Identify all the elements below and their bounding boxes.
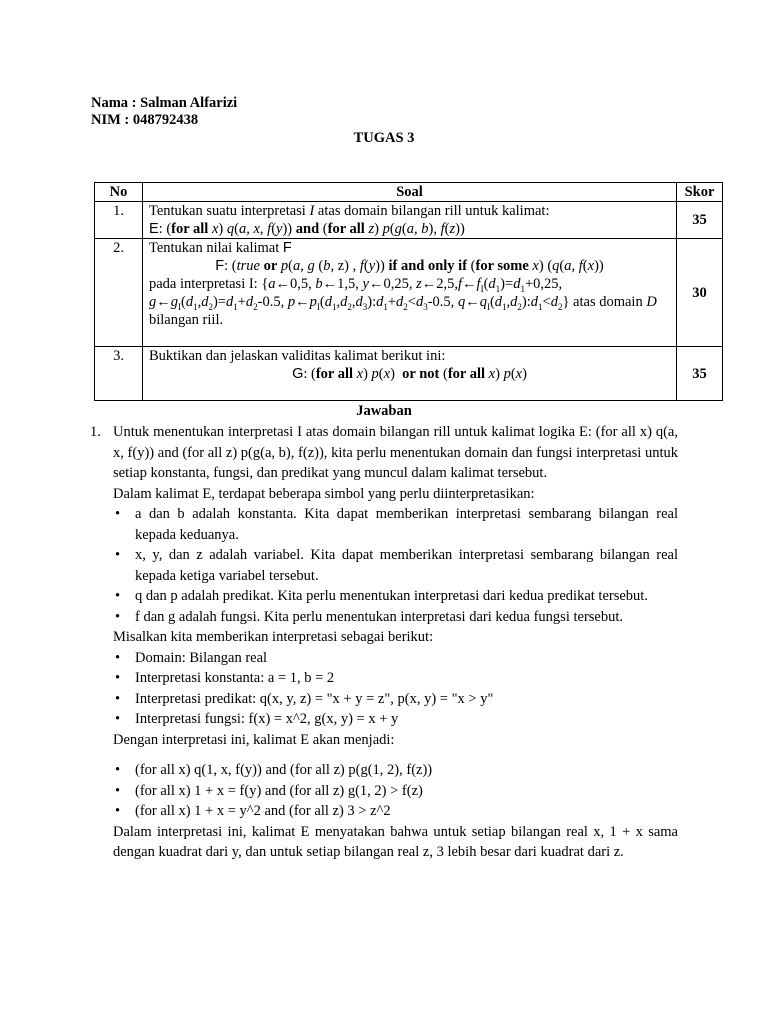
list-item: • x, y, dan z adalah variabel. Kita dapat memberikan interpretasi sembarang bilangan real kepada ketiga variabel tersebut. [113,545,678,586]
interp-list [113,648,678,730]
answer-section [90,422,678,863]
assignment-title: TUGAS 3 [353,130,415,146]
question-text: Tentukan suatu interpretasi I atas domain bilangan rill untuk kalimat: E: (for all x) q(a, x, f(y)) and (for all z) p(g(a, b), f(z)) [143,202,677,239]
table-row [95,347,723,401]
header-soal: Soal [143,183,677,202]
row-number: 2. [95,239,143,347]
symbols-list [113,504,678,627]
table-row [95,239,723,347]
list-item: • (for all x) 1 + x = f(y) and (for all z) g(1, 2) > f(z) [113,781,678,802]
row-number: 1. [95,202,143,239]
list-item: • Interpretasi konstanta: a = 1, b = 2 [113,668,678,689]
answer-heading: Jawaban [356,403,412,419]
interp-intro: Misalkan kita memberikan interpretasi sebagai berikut: [113,629,434,645]
table-row [95,202,723,239]
header-skor: Skor [677,183,723,202]
result-intro: Dengan interpretasi ini, kalimat E akan menjadi: [113,731,395,748]
table-header-row [95,183,723,202]
score: 30 [677,239,723,347]
row-number: 3. [95,347,143,401]
list-item: • (for all x) q(1, x, f(y)) and (for all z) p(g(1, 2), f(z)) [113,760,678,781]
list-item: • Domain: Bilangan real [113,648,678,669]
student-nim: NIM : 048792438 [91,112,199,128]
answer-number: 1. [90,424,101,440]
score: 35 [677,347,723,401]
result-list [113,760,678,822]
student-name: Nama : Salman Alfarizi [91,95,238,111]
list-item: • (for all x) 1 + x = y^2 and (for all z) 3 > z^2 [113,801,678,822]
question-text: Buktikan dan jelaskan validitas kalimat berikut ini: G: (for all x) p(x) or not (for all x) p(x) [143,347,677,401]
list-item: • a dan b adalah konstanta. Kita dapat memberikan interpretasi sembarang bilangan real kepada keduanya. [113,504,678,545]
question-table [94,182,723,401]
score: 35 [677,202,723,239]
list-item: • Interpretasi predikat: q(x, y, z) = "x + y = z", p(x, y) = "x > y" [113,689,678,710]
list-item: • q dan p adalah predikat. Kita perlu menentukan interpretasi dari kedua predikat tersebut. [113,586,678,607]
list-item: • Interpretasi fungsi: f(x) = x^2, g(x, y) = x + y [113,709,678,730]
header-no: No [95,183,143,202]
symbols-intro: Dalam kalimat E, terdapat beberapa simbol yang perlu diinterpretasikan: [113,485,535,502]
list-item: • f dan g adalah fungsi. Kita perlu menentukan interpretasi dari kedua fungsi tersebut. [113,607,678,628]
answer-intro: Untuk menentukan interpretasi I atas domain bilangan rill untuk kalimat logika E: (for all x) q(a, x, f(y)) and (for all z) p(g(a, b), f(z)), kita perlu menentukan domain dan fungsi interpretasi untuk setiap konstanta, fungsi, dan predikat yang muncul dalam kalimat tersebut. [113,424,678,481]
question-text: Tentukan nilai kalimat F F: (true or p(a, g (b, z) , f(y)) if and only if (for some x) (q(a, f(x)) pada interpretasi I: {a←0,5, b←1,5, y←0,25, $z\leftarrow 2,5,f\leftarrow f_I(d_1)=d_1+0,25$, $g\leftarrow g_I(d_1,d_2)=d_1+d_2-0.5$, $p\leftarrow p_I(d_1,d_2,d_3):d_1+d_2<d_3-0.5$, $q\leftarrow q_I(d_1,d_2):d_1<d_2$} atas domain D bilangan riil. [143,239,677,347]
answer-conclusion: Dalam interpretasi ini, kalimat E menyatakan bahwa untuk setiap bilangan real x, 1 + x sama dengan kuadrat dari y, dan untuk setiap bilangan real z, 3 lebih besar dari kuadrat dari z. [113,823,678,860]
